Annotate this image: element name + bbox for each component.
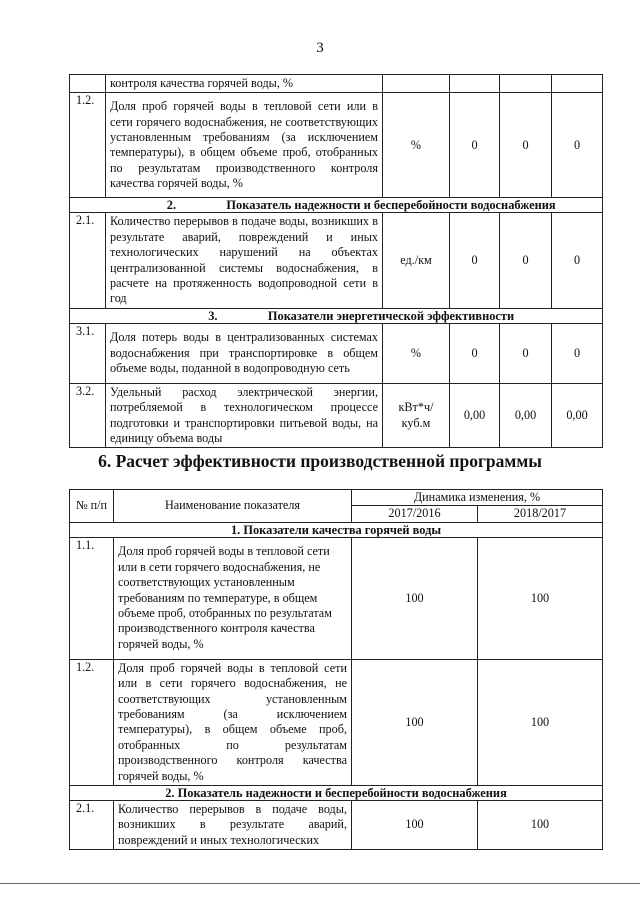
value-cell	[450, 75, 500, 93]
table-row	[70, 537, 603, 659]
row-number: 3.2.	[70, 383, 106, 448]
section-row	[70, 198, 603, 213]
section-row	[70, 308, 603, 323]
section-heading	[70, 308, 603, 323]
section-6-title: 6. Расчет эффективности производственной программы	[98, 451, 542, 471]
value-cell: 0	[552, 93, 603, 198]
indicator-description: Количество перерывов в подаче воды, возникших в результате аварий, повреждений и иных технологических нарушений на объектах централизованной системы водоснабжения, в расчете на протяженность водопроводной сети в год	[106, 213, 383, 308]
table-row	[70, 383, 603, 448]
value-cell: 0	[450, 323, 500, 383]
value-cell: 0	[500, 213, 552, 308]
indicators-table	[69, 74, 603, 448]
header-row	[70, 490, 603, 506]
section-number: 3.	[208, 308, 218, 323]
unit-cell: %	[383, 93, 450, 198]
section-row	[70, 786, 603, 801]
section-title: Показатель надежности и бесперебойности водоснабжения	[226, 198, 556, 213]
page-number: 3	[316, 40, 324, 56]
row-number: 3.1.	[70, 323, 106, 383]
indicator-description: контроля качества горячей воды, %	[106, 75, 383, 93]
efficiency-table	[69, 489, 603, 850]
row-number	[70, 75, 106, 93]
row-number: 1.2.	[70, 93, 106, 198]
section-title: Показатели энергетической эффективности	[267, 308, 515, 323]
row-number: 1.2.	[70, 659, 114, 785]
value-cell	[552, 75, 603, 93]
indicator-description: Доля проб горячей воды в тепловой сети или в сети горячего водоснабжения, не соответствующих установленным требованиям (за исключением температуры), в общем объеме проб, отобранных по результатам производственного контроля качества горячей воды, %	[114, 659, 352, 785]
value-cell	[500, 75, 552, 93]
value-cell: 0	[450, 93, 500, 198]
section-heading: 2. Показатель надежности и бесперебойности водоснабжения	[70, 786, 603, 801]
value-cell: 100	[478, 801, 603, 850]
header-dynamics: Динамика изменения, %	[352, 490, 603, 506]
indicator-description: Удельный расход электрической энергии, потребляемой в технологическом процессе подготовки и транспортировки питьевой воды, на единицу объема воды	[106, 383, 383, 448]
table-row	[70, 801, 603, 850]
header-indicator-name: Наименование показателя	[114, 490, 352, 523]
table-row	[70, 323, 603, 383]
unit-cell	[383, 75, 450, 93]
value-cell: 100	[352, 537, 478, 659]
row-number: 2.1.	[70, 801, 114, 850]
value-cell: 100	[478, 659, 603, 785]
row-number: 1.1.	[70, 537, 114, 659]
value-cell: 100	[352, 801, 478, 850]
unit-cell: кВт*ч/ куб.м	[383, 383, 450, 448]
indicator-description: Доля проб горячей воды в тепловой сети или в сети горячего водоснабжения, не соответствующих установленным требованиям по температуре, в общем объеме проб, отобранных по результатам производственного контроля качества горячей воды, %	[114, 537, 352, 659]
unit-cell: ед./км	[383, 213, 450, 308]
section-number: 2.	[166, 198, 177, 213]
indicator-description: Количество перерывов в подаче воды, возникших в результате аварий, повреждений и иных технологических	[114, 801, 352, 850]
table-row	[70, 75, 603, 93]
header-period-1: 2017/2016	[352, 506, 478, 522]
section-heading: 1. Показатели качества горячей воды	[70, 522, 603, 537]
value-cell: 0,00	[552, 383, 603, 448]
indicator-description: Доля потерь воды в централизованных системах водоснабжения при транспортировке в общем объеме воды, поданной в водопроводную сеть	[106, 323, 383, 383]
value-cell: 0	[500, 93, 552, 198]
value-cell: 0	[500, 323, 552, 383]
section-heading	[70, 198, 603, 213]
table-row	[70, 93, 603, 198]
value-cell: 100	[352, 659, 478, 785]
table-row	[70, 659, 603, 785]
header-number: № п/п	[70, 490, 114, 523]
unit-cell: %	[383, 323, 450, 383]
page-bottom-rule	[0, 883, 640, 884]
table-row	[70, 213, 603, 308]
section-row	[70, 522, 603, 537]
header-period-2: 2018/2017	[478, 506, 603, 522]
value-cell: 0,00	[450, 383, 500, 448]
indicator-description: Доля проб горячей воды в тепловой сети или в сети горячего водоснабжения, не соответствующих установленным требованиям (за исключением температуры), в общем объеме проб, отобранных по результатам производственного контроля качества горячей воды, %	[106, 93, 383, 198]
value-cell: 0	[552, 323, 603, 383]
row-number: 2.1.	[70, 213, 106, 308]
value-cell: 0	[552, 213, 603, 308]
value-cell: 0	[450, 213, 500, 308]
value-cell: 0,00	[500, 383, 552, 448]
value-cell: 100	[478, 537, 603, 659]
